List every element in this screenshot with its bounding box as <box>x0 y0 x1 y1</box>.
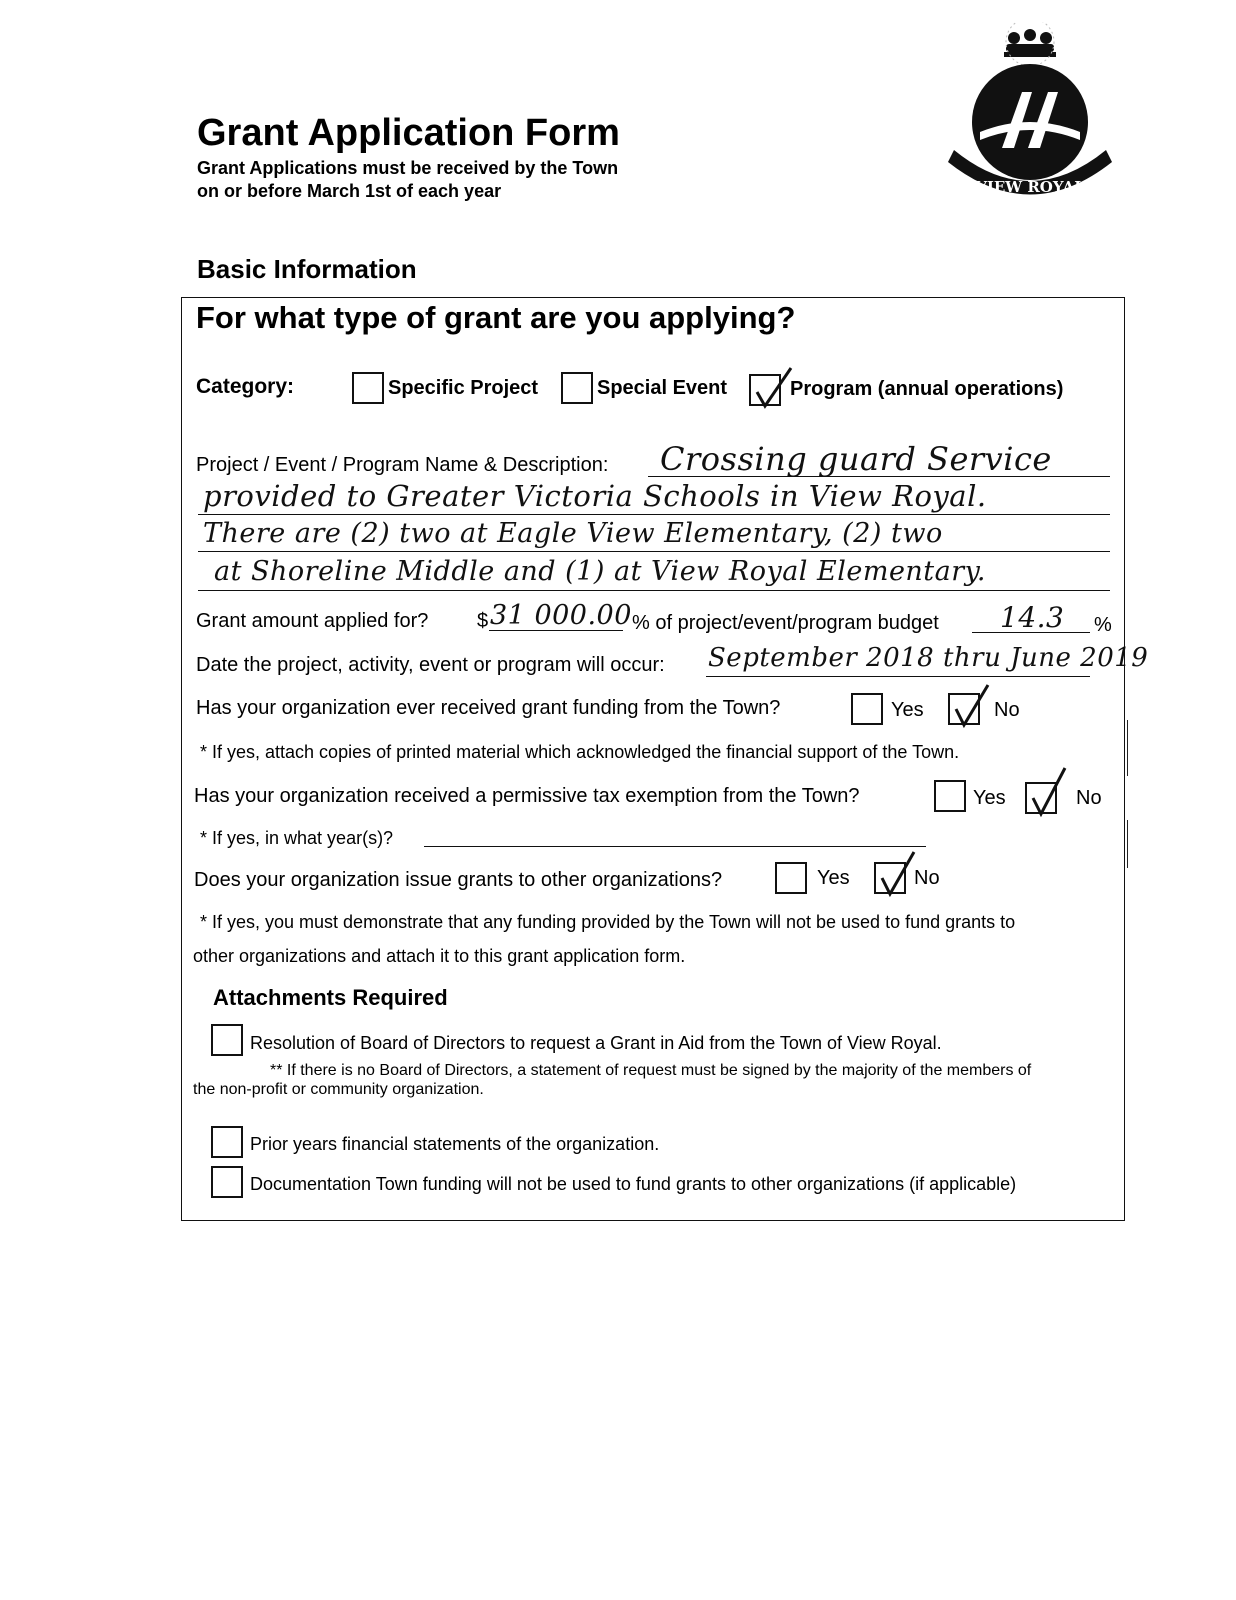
received-funding-yes-label: Yes <box>891 699 924 721</box>
description-label: Project / Event / Program Name & Description: <box>196 454 609 476</box>
issue-grants-note-line-2: other organizations and attach it to this grant application form. <box>193 946 686 966</box>
specific-project-label: Specific Project <box>388 377 539 399</box>
received-funding-note: * If yes, attach copies of printed material which acknowledged the financial support of the Town. <box>200 742 960 762</box>
description-underline-1 <box>648 476 1110 477</box>
board-note-line-2: the non-profit or community organization. <box>193 1081 484 1098</box>
issue-grants-note-line-1: * If yes, you must demonstrate that any funding provided by the Town will not be used to fund grants to <box>200 912 1016 932</box>
special-event-checkbox[interactable] <box>561 372 593 404</box>
received-funding-no-checkbox[interactable] <box>948 693 980 725</box>
attachment-documentation-checkbox[interactable] <box>211 1166 243 1198</box>
received-funding-yes-checkbox[interactable] <box>851 693 883 725</box>
issue-grants-yes-label: Yes <box>817 867 850 889</box>
attachment-financials-checkbox[interactable] <box>211 1126 243 1158</box>
specific-project-checkbox[interactable] <box>352 372 384 404</box>
budget-percent-label: % of project/event/program budget <box>632 612 939 634</box>
issue-grants-no-label: No <box>914 867 940 889</box>
description-line-2: provided to Greater Victoria Schools in View Royal. <box>203 479 987 513</box>
description-line-4: at Shoreline Middle and (1) at View Royal Elementary. <box>214 556 986 587</box>
description-line-1: Crossing guard Service <box>660 440 1052 478</box>
grant-amount-label: Grant amount applied for? <box>196 610 429 632</box>
description-underline-3 <box>198 551 1110 552</box>
date-label: Date the project, activity, event or program will occur: <box>196 654 665 676</box>
program-label: Program (annual operations) <box>790 378 1064 400</box>
program-checkbox[interactable] <box>749 374 781 406</box>
section-title: Basic Information <box>197 254 417 284</box>
date-underline <box>706 676 1090 677</box>
description-line-3: There are (2) two at Eagle View Elementary, (2) two <box>203 518 943 549</box>
attachment-resolution-checkbox[interactable] <box>211 1024 243 1056</box>
tax-exemption-no-label: No <box>1076 787 1102 809</box>
issue-grants-label: Does your organization issue grants to other organizations? <box>194 869 723 891</box>
attachment-resolution-label: Resolution of Board of Directors to request a Grant in Aid from the Town of View Royal. <box>250 1033 942 1053</box>
percent-sign: % <box>1094 614 1112 636</box>
issue-grants-no-checkbox[interactable] <box>874 862 906 894</box>
tax-exemption-no-checkbox[interactable] <box>1025 782 1057 814</box>
view-royal-logo <box>940 22 1120 202</box>
grant-amount-value[interactable]: 31 000.00 <box>490 600 632 631</box>
scan-edge-mark <box>1127 820 1128 868</box>
issue-grants-yes-checkbox[interactable] <box>775 862 807 894</box>
received-funding-label: Has your organization ever received grant funding from the Town? <box>196 697 781 719</box>
form-title: Grant Application Form <box>197 112 620 154</box>
logo-text: VIEW ROYAL <box>975 178 1085 196</box>
scan-edge-mark <box>1127 720 1128 776</box>
budget-percent-value[interactable]: 14.3 <box>1000 601 1065 634</box>
date-value[interactable]: September 2018 thru June 2019 <box>708 643 1149 673</box>
received-funding-no-label: No <box>994 699 1020 721</box>
grant-amount-underline <box>489 630 623 631</box>
attachment-financials-label: Prior years financial statements of the organization. <box>250 1134 660 1154</box>
tax-exemption-yes-checkbox[interactable] <box>934 780 966 812</box>
tax-exemption-label: Has your organization received a permissive tax exemption from the Town? <box>194 785 860 807</box>
currency-symbol: $ <box>477 610 489 632</box>
form-subtitle-line-2: on or before March 1st of each year <box>197 181 502 201</box>
tax-year-underline[interactable] <box>424 846 926 847</box>
attachments-title: Attachments Required <box>213 985 448 1010</box>
form-subtitle-line-1: Grant Applications must be received by the Town <box>197 158 619 178</box>
tax-exemption-note: * If yes, in what year(s)? <box>200 828 394 848</box>
description-underline-4 <box>198 590 1110 591</box>
budget-percent-underline <box>972 632 1090 633</box>
checkmark-icon <box>950 685 996 731</box>
description-underline-2 <box>198 514 1110 515</box>
special-event-label: Special Event <box>597 377 728 399</box>
board-note-line-1: ** If there is no Board of Directors, a statement of request must be signed by the majority of the members of <box>270 1062 1032 1079</box>
question-title: For what type of grant are you applying? <box>196 300 796 335</box>
category-label: Category: <box>196 375 295 398</box>
attachment-documentation-label: Documentation Town funding will not be used to fund grants to other organizations (if applicable) <box>250 1174 1017 1194</box>
checkmark-icon <box>1027 774 1073 820</box>
tax-exemption-yes-label: Yes <box>973 787 1006 809</box>
